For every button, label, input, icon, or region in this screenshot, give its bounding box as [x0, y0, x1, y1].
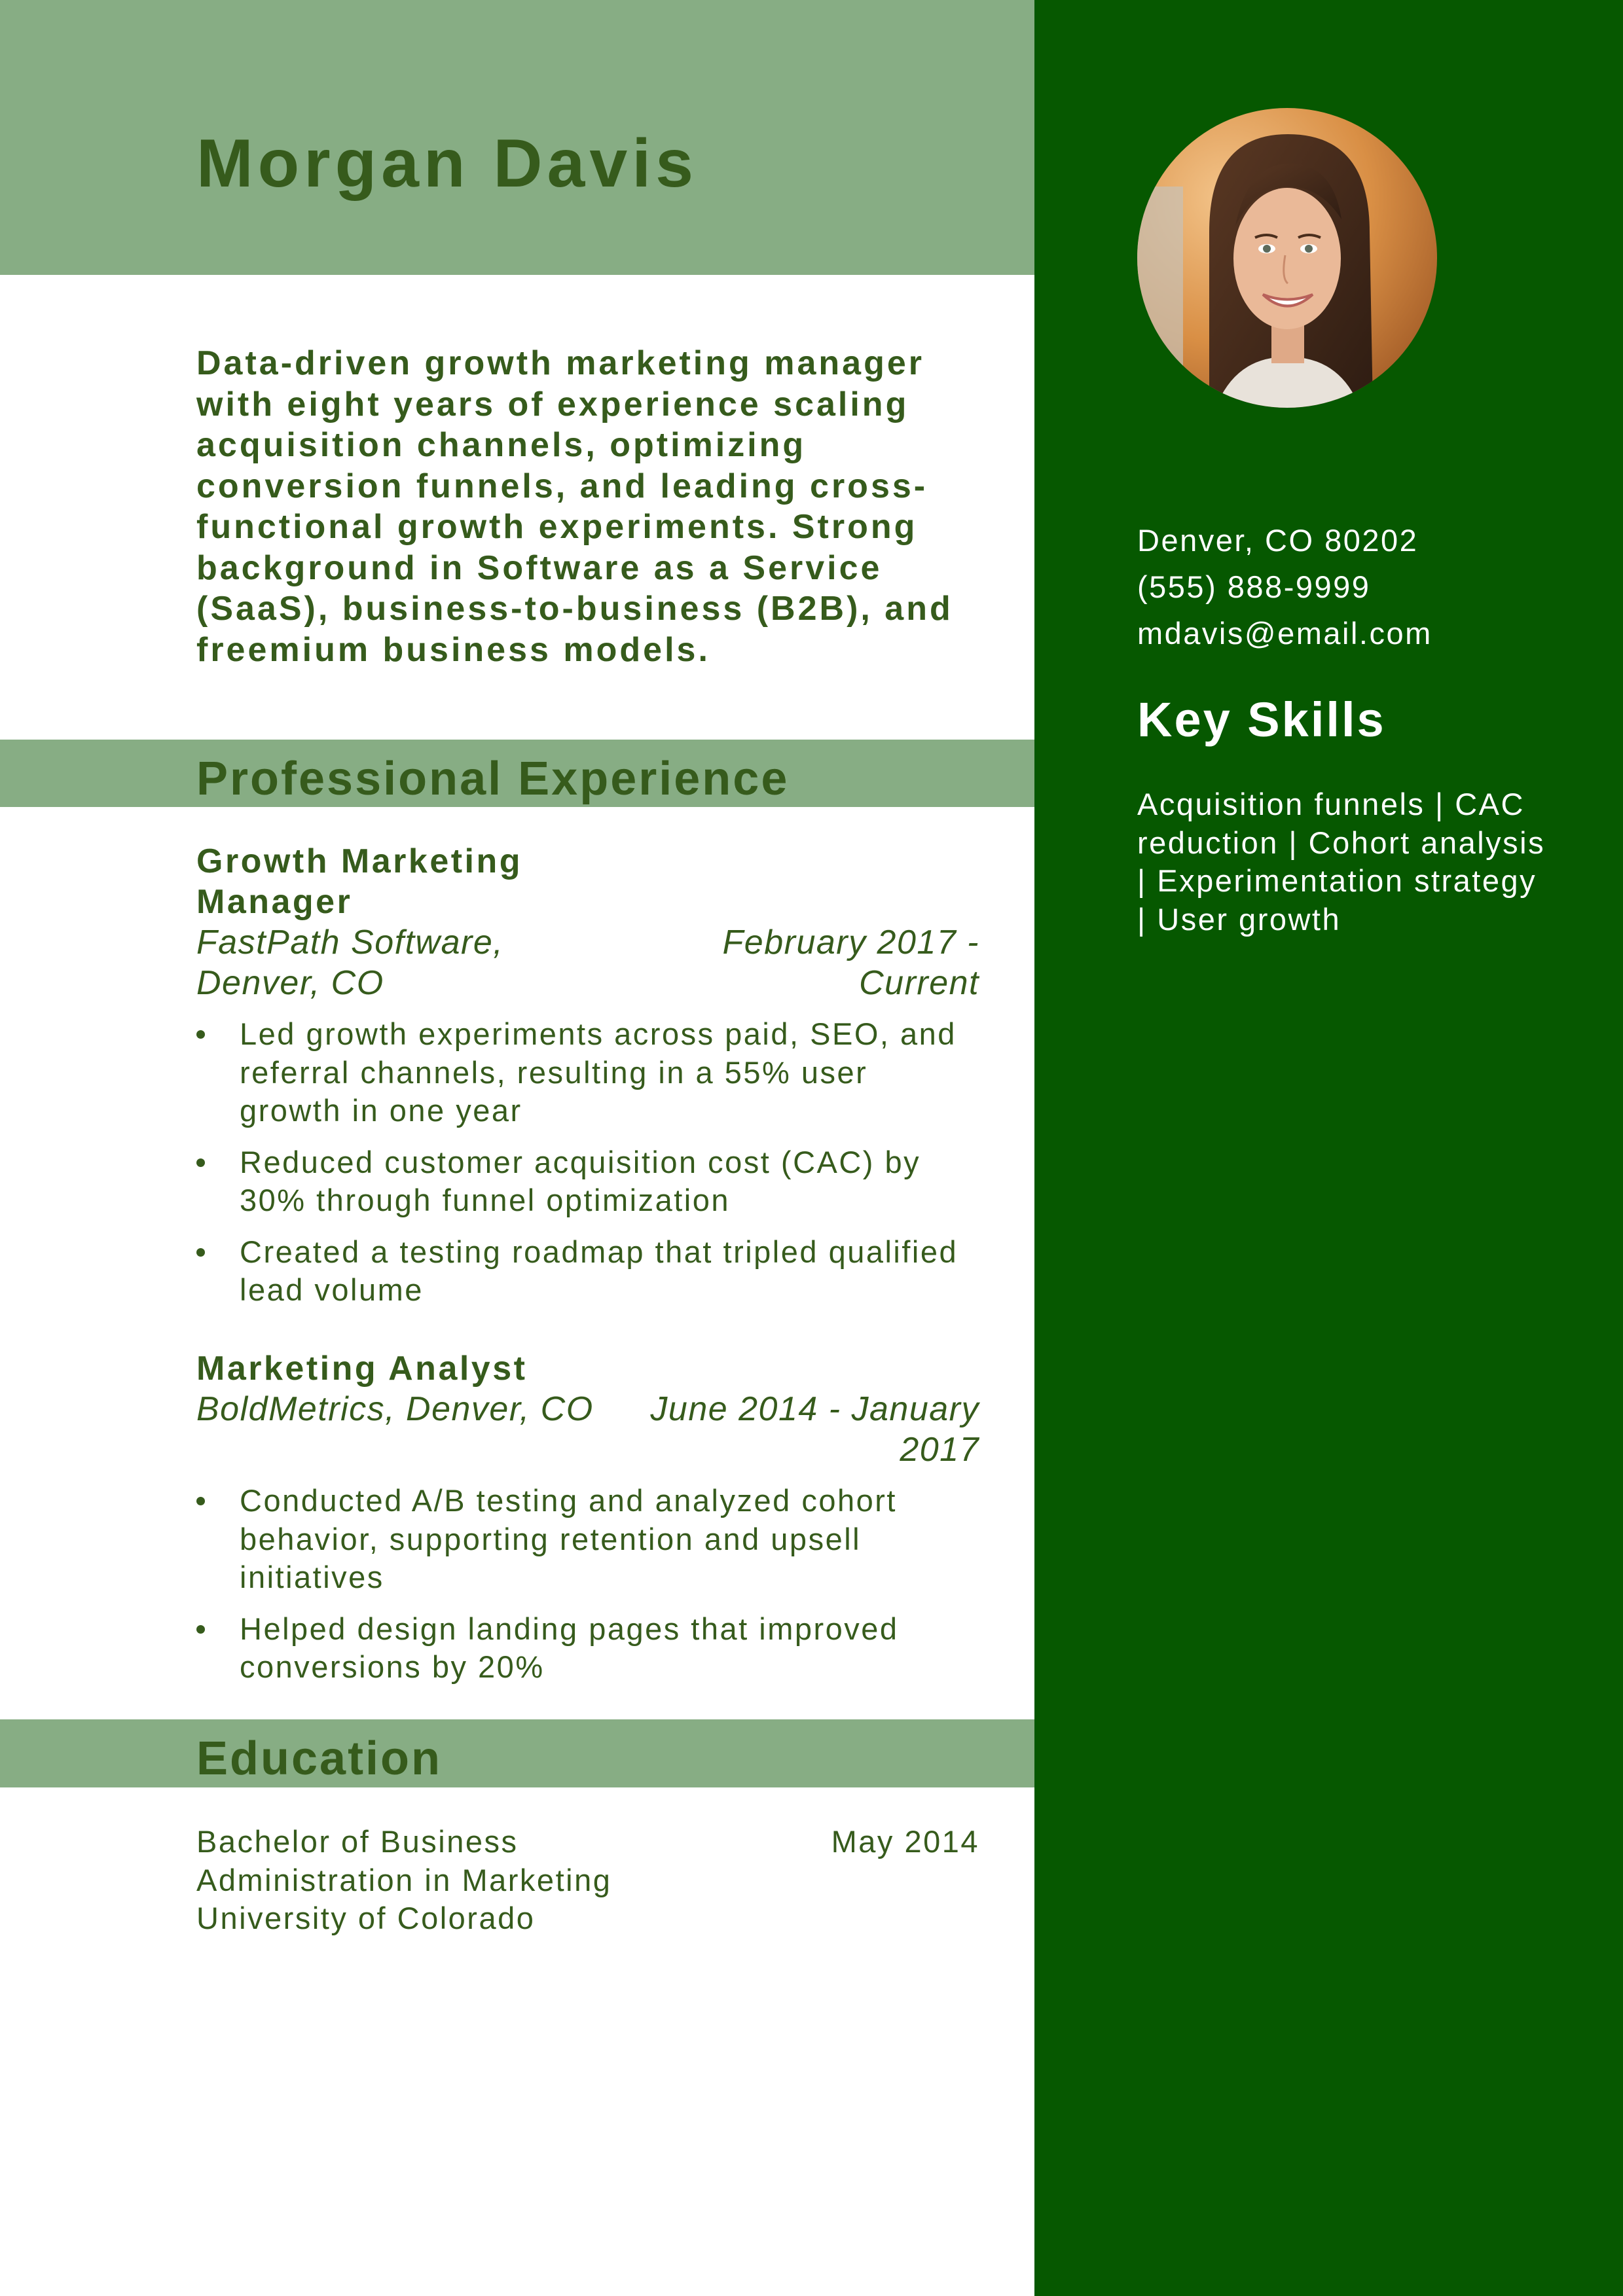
bullet-dot-icon	[196, 1158, 205, 1167]
job-title: Marketing Analyst	[196, 1350, 528, 1388]
job-dates: June 2014 - January 2017	[650, 1390, 979, 1469]
education-date: May 2014	[831, 1824, 979, 1859]
job-title: Growth Marketing Manager	[196, 842, 523, 921]
bullet-dot-icon	[196, 1497, 205, 1505]
education-school: University of Colorado	[196, 1901, 536, 1935]
job-dates: February 2017 - Current	[722, 924, 979, 1002]
job-entry	[196, 841, 982, 1323]
job-bullet: Conducted A/B testing and analyzed cohort behavior, supporting retention and upsell initiatives	[196, 1482, 979, 1597]
candidate-name: Morgan Davis	[196, 126, 698, 202]
bullet-dot-icon	[196, 1248, 205, 1257]
bullet-dot-icon	[196, 1030, 205, 1039]
profile-photo-image	[1137, 108, 1437, 408]
job-company: BoldMetrics, Denver, CO	[196, 1390, 594, 1428]
contact-info	[1137, 517, 1432, 656]
job-bullets	[196, 1015, 979, 1310]
experience-heading: Professional Experience	[196, 753, 790, 805]
job-bullet: Reduced customer acquisition cost (CAC) by 30% through funnel optimization	[196, 1143, 979, 1220]
education-entry	[196, 1823, 979, 1938]
contact-address: Denver, CO 80202	[1137, 523, 1419, 558]
skills-heading: Key Skills	[1137, 692, 1386, 747]
contact-email: mdavis@email.com	[1137, 616, 1432, 651]
contact-phone: (555) 888-9999	[1137, 569, 1371, 604]
education-degree: Bachelor of Business Administration in Marketing	[196, 1824, 612, 1897]
skills-list: Acquisition funnels | CAC reduction | Cohort analysis | Experimentation strategy | User growth	[1137, 787, 1546, 937]
job-bullet: Helped design landing pages that improved conversions by 20%	[196, 1610, 979, 1687]
job-bullets	[196, 1482, 979, 1687]
job-bullet: Led growth experiments across paid, SEO, and referral channels, resulting in a 55% user growth in one year	[196, 1015, 979, 1130]
job-meta	[196, 1389, 979, 1470]
education-band	[0, 1719, 1034, 1787]
education-details	[196, 1823, 622, 1938]
bullet-dot-icon	[196, 1625, 205, 1634]
job-entry	[196, 1348, 982, 1700]
profile-photo	[1137, 108, 1437, 408]
education-heading: Education	[196, 1732, 443, 1785]
job-bullet: Created a testing roadmap that tripled qualified lead volume	[196, 1233, 979, 1310]
job-company: FastPath Software, Denver, CO	[196, 924, 504, 1002]
professional-summary: Data-driven growth marketing manager with eight years of experience scaling acquisition channels, optimizing conversion funnels, and leading cross-functional growth experiments. Strong background in Software as a Service (SaaS), business-to-business (B2B), and freemium business models.	[196, 344, 953, 669]
job-meta	[196, 922, 979, 1003]
